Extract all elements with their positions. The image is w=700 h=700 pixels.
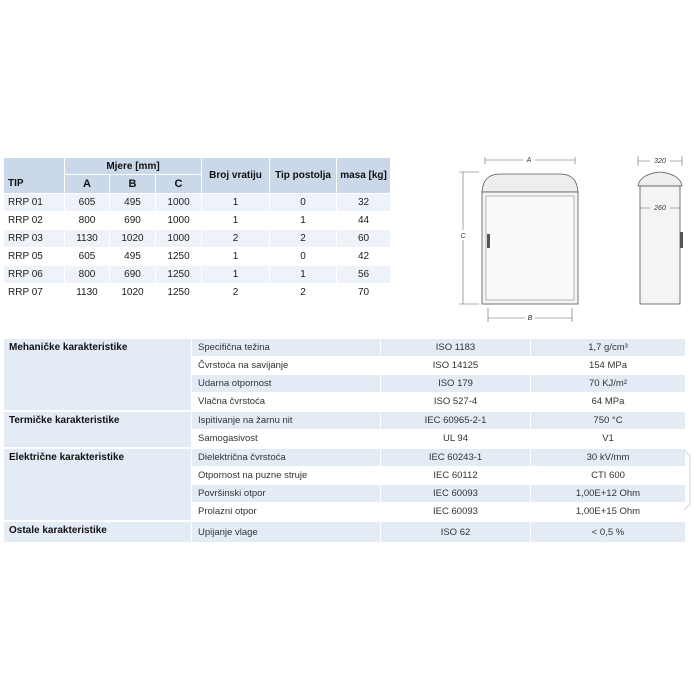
cell-stand: 0 <box>270 194 337 212</box>
table-row <box>4 339 686 357</box>
cell-doors: 1 <box>202 194 270 212</box>
category-thermal: Termičke karakteristike <box>4 411 192 448</box>
cell-tip: RRP 01 <box>4 194 65 212</box>
property-value: CTI 600 <box>531 467 686 485</box>
property-standard: ISO 62 <box>381 521 531 543</box>
col-b-header: B <box>110 175 156 194</box>
dim-c-label: C <box>460 233 466 240</box>
property-value: 70 KJ/m² <box>531 375 686 393</box>
cell-a: 605 <box>65 248 110 266</box>
cell-stand: 1 <box>270 212 337 230</box>
cell-tip: RRP 03 <box>4 230 65 248</box>
dimensions-group-header: Mjere [mm] <box>65 158 202 175</box>
cell-mass: 70 <box>337 284 391 302</box>
property-standard: UL 94 <box>381 430 531 449</box>
cell-c: 1000 <box>156 230 202 248</box>
cell-c: 1250 <box>156 284 202 302</box>
property-value: 1,00E+12 Ohm <box>531 485 686 503</box>
property-name: Vlačna čvrstoća <box>192 393 381 412</box>
col-c-header: C <box>156 175 202 194</box>
cell-doors: 2 <box>202 284 270 302</box>
property-standard: IEC 60093 <box>381 485 531 503</box>
cell-b: 690 <box>110 266 156 284</box>
cell-tip: RRP 02 <box>4 212 65 230</box>
property-standard: IEC 60965-2-1 <box>381 411 531 430</box>
cell-a: 800 <box>65 266 110 284</box>
property-name: Ispitivanje na žarnu nit <box>192 411 381 430</box>
cell-c: 1250 <box>156 266 202 284</box>
property-name: Dielektrična čvrstoća <box>192 448 381 467</box>
cell-mass: 60 <box>337 230 391 248</box>
properties-table <box>3 338 686 543</box>
property-name: Upijanje vlage <box>192 521 381 543</box>
col-mass-header: masa [kg] <box>337 158 391 194</box>
property-value: 64 MPa <box>531 393 686 412</box>
cell-tip: RRP 05 <box>4 248 65 266</box>
property-standard: IEC 60093 <box>381 503 531 522</box>
cell-c: 1000 <box>156 212 202 230</box>
property-standard: ISO 1183 <box>381 339 531 357</box>
cell-stand: 1 <box>270 266 337 284</box>
types-table <box>3 157 391 302</box>
cell-tip: RRP 07 <box>4 284 65 302</box>
cell-c: 1000 <box>156 194 202 212</box>
property-value: 154 MPa <box>531 357 686 375</box>
dim-a-label: A <box>526 157 532 164</box>
property-standard: IEC 60112 <box>381 467 531 485</box>
cell-mass: 44 <box>337 212 391 230</box>
property-name: Specifična težina <box>192 339 381 357</box>
table-row <box>4 448 686 467</box>
cell-doors: 1 <box>202 266 270 284</box>
property-name: Prolazni otpor <box>192 503 381 522</box>
category-electrical: Električne karakteristike <box>4 448 192 521</box>
property-name: Udarna otpornost <box>192 375 381 393</box>
cell-mass: 32 <box>337 194 391 212</box>
cell-mass: 42 <box>337 248 391 266</box>
page-fold-marker <box>684 450 698 515</box>
table-row <box>4 411 686 430</box>
cell-a: 1130 <box>65 230 110 248</box>
cell-b: 495 <box>110 194 156 212</box>
cell-a: 800 <box>65 212 110 230</box>
cabinet-side-drawing <box>630 152 690 312</box>
col-tip-header: TIP <box>4 158 65 194</box>
property-value: 1,00E+15 Ohm <box>531 503 686 522</box>
table-row <box>4 212 391 230</box>
cabinet-front-drawing <box>455 152 595 327</box>
property-value: V1 <box>531 430 686 449</box>
property-name: Površinski otpor <box>192 485 381 503</box>
cell-b: 495 <box>110 248 156 266</box>
property-standard: IEC 60243-1 <box>381 448 531 467</box>
col-a-header: A <box>65 175 110 194</box>
property-standard: ISO 14125 <box>381 357 531 375</box>
cell-b: 690 <box>110 212 156 230</box>
dim-260-label: 260 <box>654 205 666 212</box>
cell-doors: 2 <box>202 230 270 248</box>
cell-doors: 1 <box>202 248 270 266</box>
cell-b: 1020 <box>110 284 156 302</box>
property-value: 1,7 g/cm³ <box>531 339 686 357</box>
cell-stand: 2 <box>270 230 337 248</box>
cell-stand: 0 <box>270 248 337 266</box>
property-value: 30 kV/mm <box>531 448 686 467</box>
cell-stand: 2 <box>270 284 337 302</box>
property-standard: ISO 179 <box>381 375 531 393</box>
table-row <box>4 521 686 543</box>
cell-mass: 56 <box>337 266 391 284</box>
cell-c: 1250 <box>156 248 202 266</box>
property-value: < 0,5 % <box>531 521 686 543</box>
table-row <box>4 248 391 266</box>
cell-tip: RRP 06 <box>4 266 65 284</box>
col-doors-header: Broj vratiju <box>202 158 270 194</box>
table-row <box>4 230 391 248</box>
cell-b: 1020 <box>110 230 156 248</box>
dim-b-label: B <box>527 315 533 322</box>
col-stand-header: Tip postolja <box>270 158 337 194</box>
property-name: Čvrstoća na savijanje <box>192 357 381 375</box>
property-standard: ISO 527-4 <box>381 393 531 412</box>
table-row <box>4 284 391 302</box>
category-mechanical: Mehaničke karakteristike <box>4 339 192 412</box>
category-other: Ostale karakteristike <box>4 521 192 543</box>
cell-doors: 1 <box>202 212 270 230</box>
table-row <box>4 194 391 212</box>
property-name: Otpornost na puzne struje <box>192 467 381 485</box>
cell-a: 605 <box>65 194 110 212</box>
table-row <box>4 266 391 284</box>
property-value: 750 °C <box>531 411 686 430</box>
property-name: Samogasivost <box>192 430 381 449</box>
cell-a: 1130 <box>65 284 110 302</box>
dim-320-label: 320 <box>654 158 666 165</box>
